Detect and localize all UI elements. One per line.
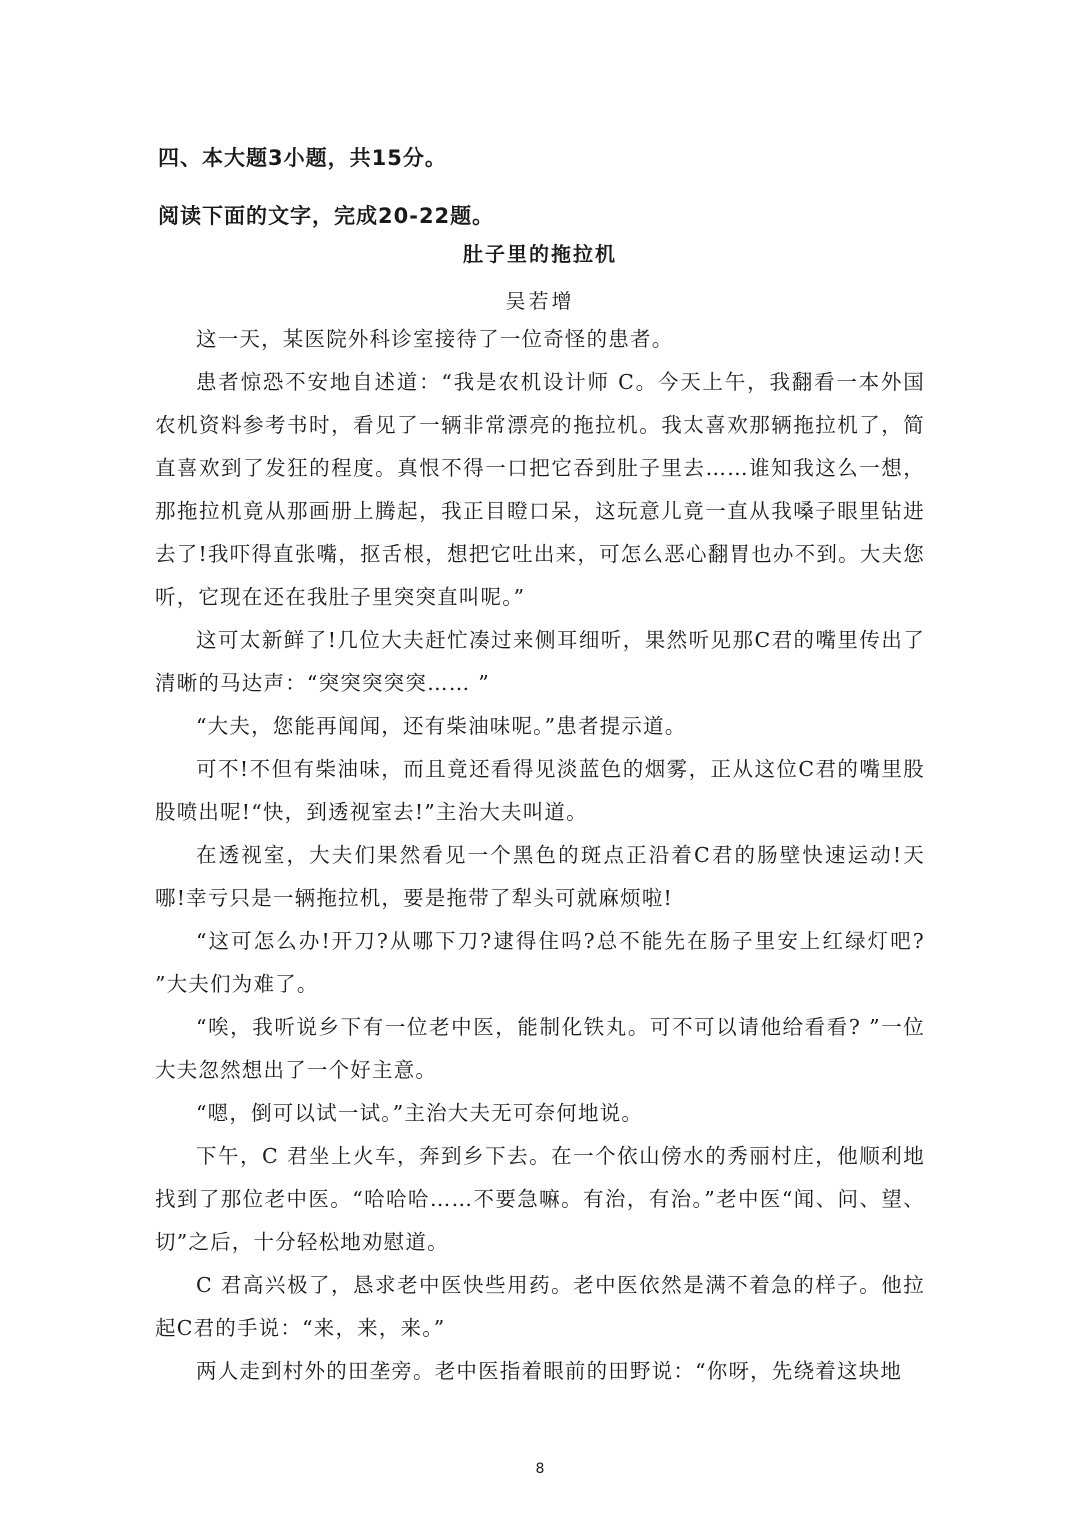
reading-instruction: 阅读下面的文字，完成20-22题。 [158,204,495,228]
story-title: 肚子里的拖拉机 [463,242,617,266]
paragraph: 下午，C 君坐上火车，奔到乡下去。在一个依山傍水的秀丽村庄，他顺利地找到了那位老中医。“哈哈哈……不要急嘛。有治，有治。”老中医“闻、问、望、切”之后，十分轻松地劝慰道。 [155,1144,925,1254]
paragraph: C 君高兴极了，恳求老中医快些用药。老中医依然是满不着急的样子。他拉起C君的手说：“来，来，来。” [155,1273,925,1340]
story-body [155,318,925,1393]
paragraph: 可不!不但有柴油味，而且竟还看得见淡蓝色的烟雾，正从这位C君的嘴里股股喷出呢!“快，到透视室去!”主治大夫叫道。 [155,757,925,824]
paragraph: “唉，我听说乡下有一位老中医，能制化铁丸。可不可以请他给看看? ”一位大夫忽然想出了一个好主意。 [155,1015,925,1082]
paragraph: 这可太新鲜了!几位大夫赶忙凑过来侧耳细听，果然听见那C君的嘴里传出了清晰的马达声：“突突突突突…… ” [155,628,925,695]
paragraph: 两人走到村外的田垄旁。老中医指着眼前的田野说：“你呀，先绕着这块地 [196,1359,903,1383]
section-heading: 四、本大题3小题，共15分。 [158,146,447,170]
page-number: 8 [535,1461,545,1477]
paragraph: “嗯，倒可以试一试。”主治大夫无可奈何地说。 [196,1101,644,1125]
paragraph: “这可怎么办!开刀?从哪下刀?逮得住吗?总不能先在肠子里安上红绿灯吧? ”大夫们为难了。 [155,929,925,996]
paragraph: 患者惊恐不安地自述道：“我是农机设计师 C。今天上午，我翻看一本外国农机资料参考书时，看见了一辆非常漂亮的拖拉机。我太喜欢那辆拖拉机了，简直喜欢到了发狂的程度。真恨不得一口把它吞到肚子里去……谁知我这么一想，那拖拉机竟从那画册上腾起，我正目瞪口呆，这玩意儿竟一直从我嗓子眼里钻进去了!我吓得直张嘴，抠舌根，想把它吐出来，可怎么恶心翻胃也办不到。大夫您听，它现在还在我肚子里突突直叫呢。” [155,370,925,609]
paragraph: “大夫，您能再闻闻，还有柴油味呢。”患者提示道。 [196,714,687,738]
story-author: 吴若增 [505,289,575,313]
paragraph: 这一天，某医院外科诊室接待了一位奇怪的患者。 [196,327,674,351]
paragraph: 在透视室，大夫们果然看见一个黑色的斑点正沿着C君的肠壁快速运动!天哪!幸亏只是一辆拖拉机，要是拖带了犁头可就麻烦啦! [155,843,925,910]
